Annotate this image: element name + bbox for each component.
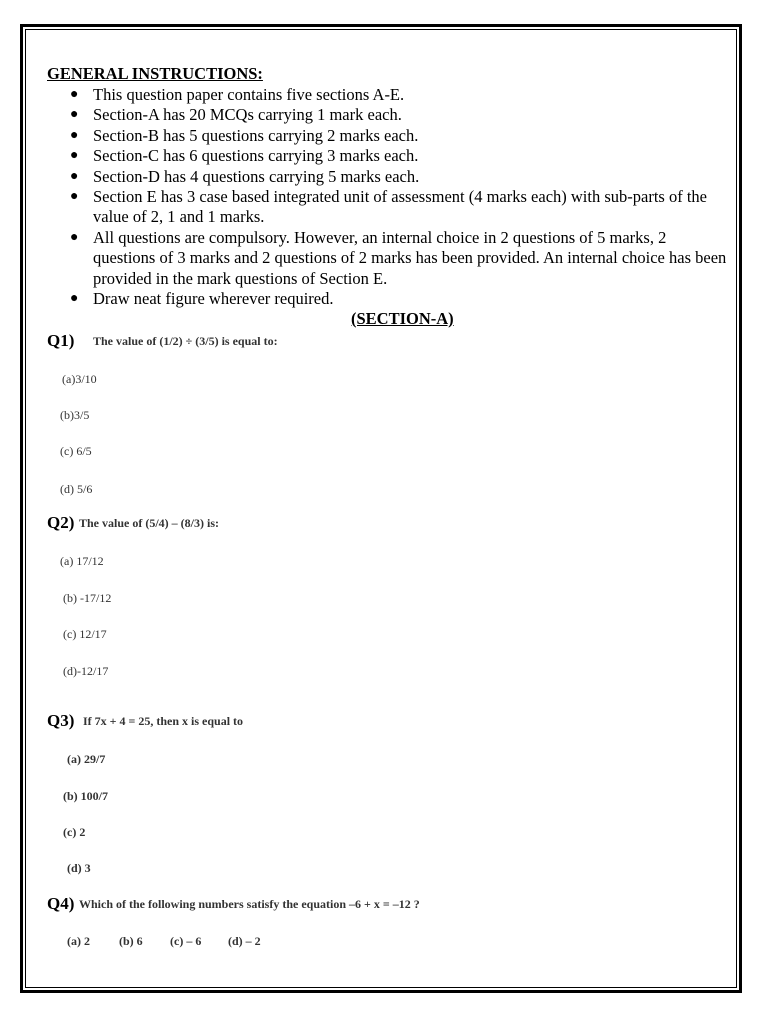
question-text: The value of (5/4) – (8/3) is: [79,516,219,530]
bullet-icon: ● [70,87,79,102]
bullet-icon: ● [70,229,79,245]
section-title: (SECTION-A) [351,309,454,328]
option-c: (c) 12/17 [63,627,107,641]
instruction-item: ● Section-D has 4 questions carrying 5 marks each. [70,166,420,186]
option-d: (d) 3 [67,861,91,875]
option-c: (c) – 6 [170,934,202,948]
option-a: (a) 17/12 [60,554,104,568]
option-d: (d) 5/6 [60,482,93,496]
question-text: Which of the following numbers satisfy the equation –6 + x = –12 ? [79,897,420,911]
instruction-item: ● Draw neat figure wherever required. [70,289,334,309]
option-d: (d) – 2 [228,934,261,948]
question-number: Q2) [47,513,75,532]
bullet-icon: ● [70,168,79,184]
instruction-item: ● This question paper contains five sections A-E. [70,85,405,104]
bullet-icon: ● [70,127,79,143]
option-a: (a) 29/7 [67,752,106,766]
instructions-heading: GENERAL INSTRUCTIONS: [47,64,263,83]
bullet-icon: ● [70,148,79,164]
bullet-icon: ● [70,107,79,123]
instruction-item: ● Section E has 3 case based integrated unit of assessment (4 marks each) with sub-parts of the value of 2, 1 and 1 marks. [70,187,707,227]
question-number: Q1) [47,331,75,350]
option-a: (a) 2 [67,934,90,948]
option-c: (c) 2 [63,825,86,839]
option-b: (b)3/5 [60,408,90,422]
instruction-item: ● Section-C has 6 questions carrying 3 marks each. [70,146,419,166]
question-number: Q3) [47,711,75,730]
question-number: Q4) [47,894,75,913]
option-b: (b) 6 [119,934,143,948]
option-b: (b) -17/12 [63,591,112,605]
option-c: (c) 6/5 [60,444,92,458]
instruction-item: ● All questions are compulsory. However, an internal choice in 2 questions of 5 marks, 2 questions of 3 marks and 2 questions of 2 marks has been provided. An internal choice has been provided in the mark questions of Section E. [70,227,727,288]
question-text: If 7x + 4 = 25, then x is equal to [83,714,244,728]
bullet-icon: ● [70,189,79,205]
instruction-item: ● Section-B has 5 questions carrying 2 marks each. [70,125,419,145]
bullet-icon: ● [70,291,79,307]
option-b: (b) 100/7 [63,789,108,803]
instruction-item: ● Section-A has 20 MCQs carrying 1 mark each. [70,105,402,125]
option-a: (a)3/10 [62,372,97,386]
instructions-list [47,85,727,309]
question-text: The value of (1/2) ÷ (3/5) is equal to: [93,334,278,348]
option-d: (d)-12/17 [63,664,109,678]
